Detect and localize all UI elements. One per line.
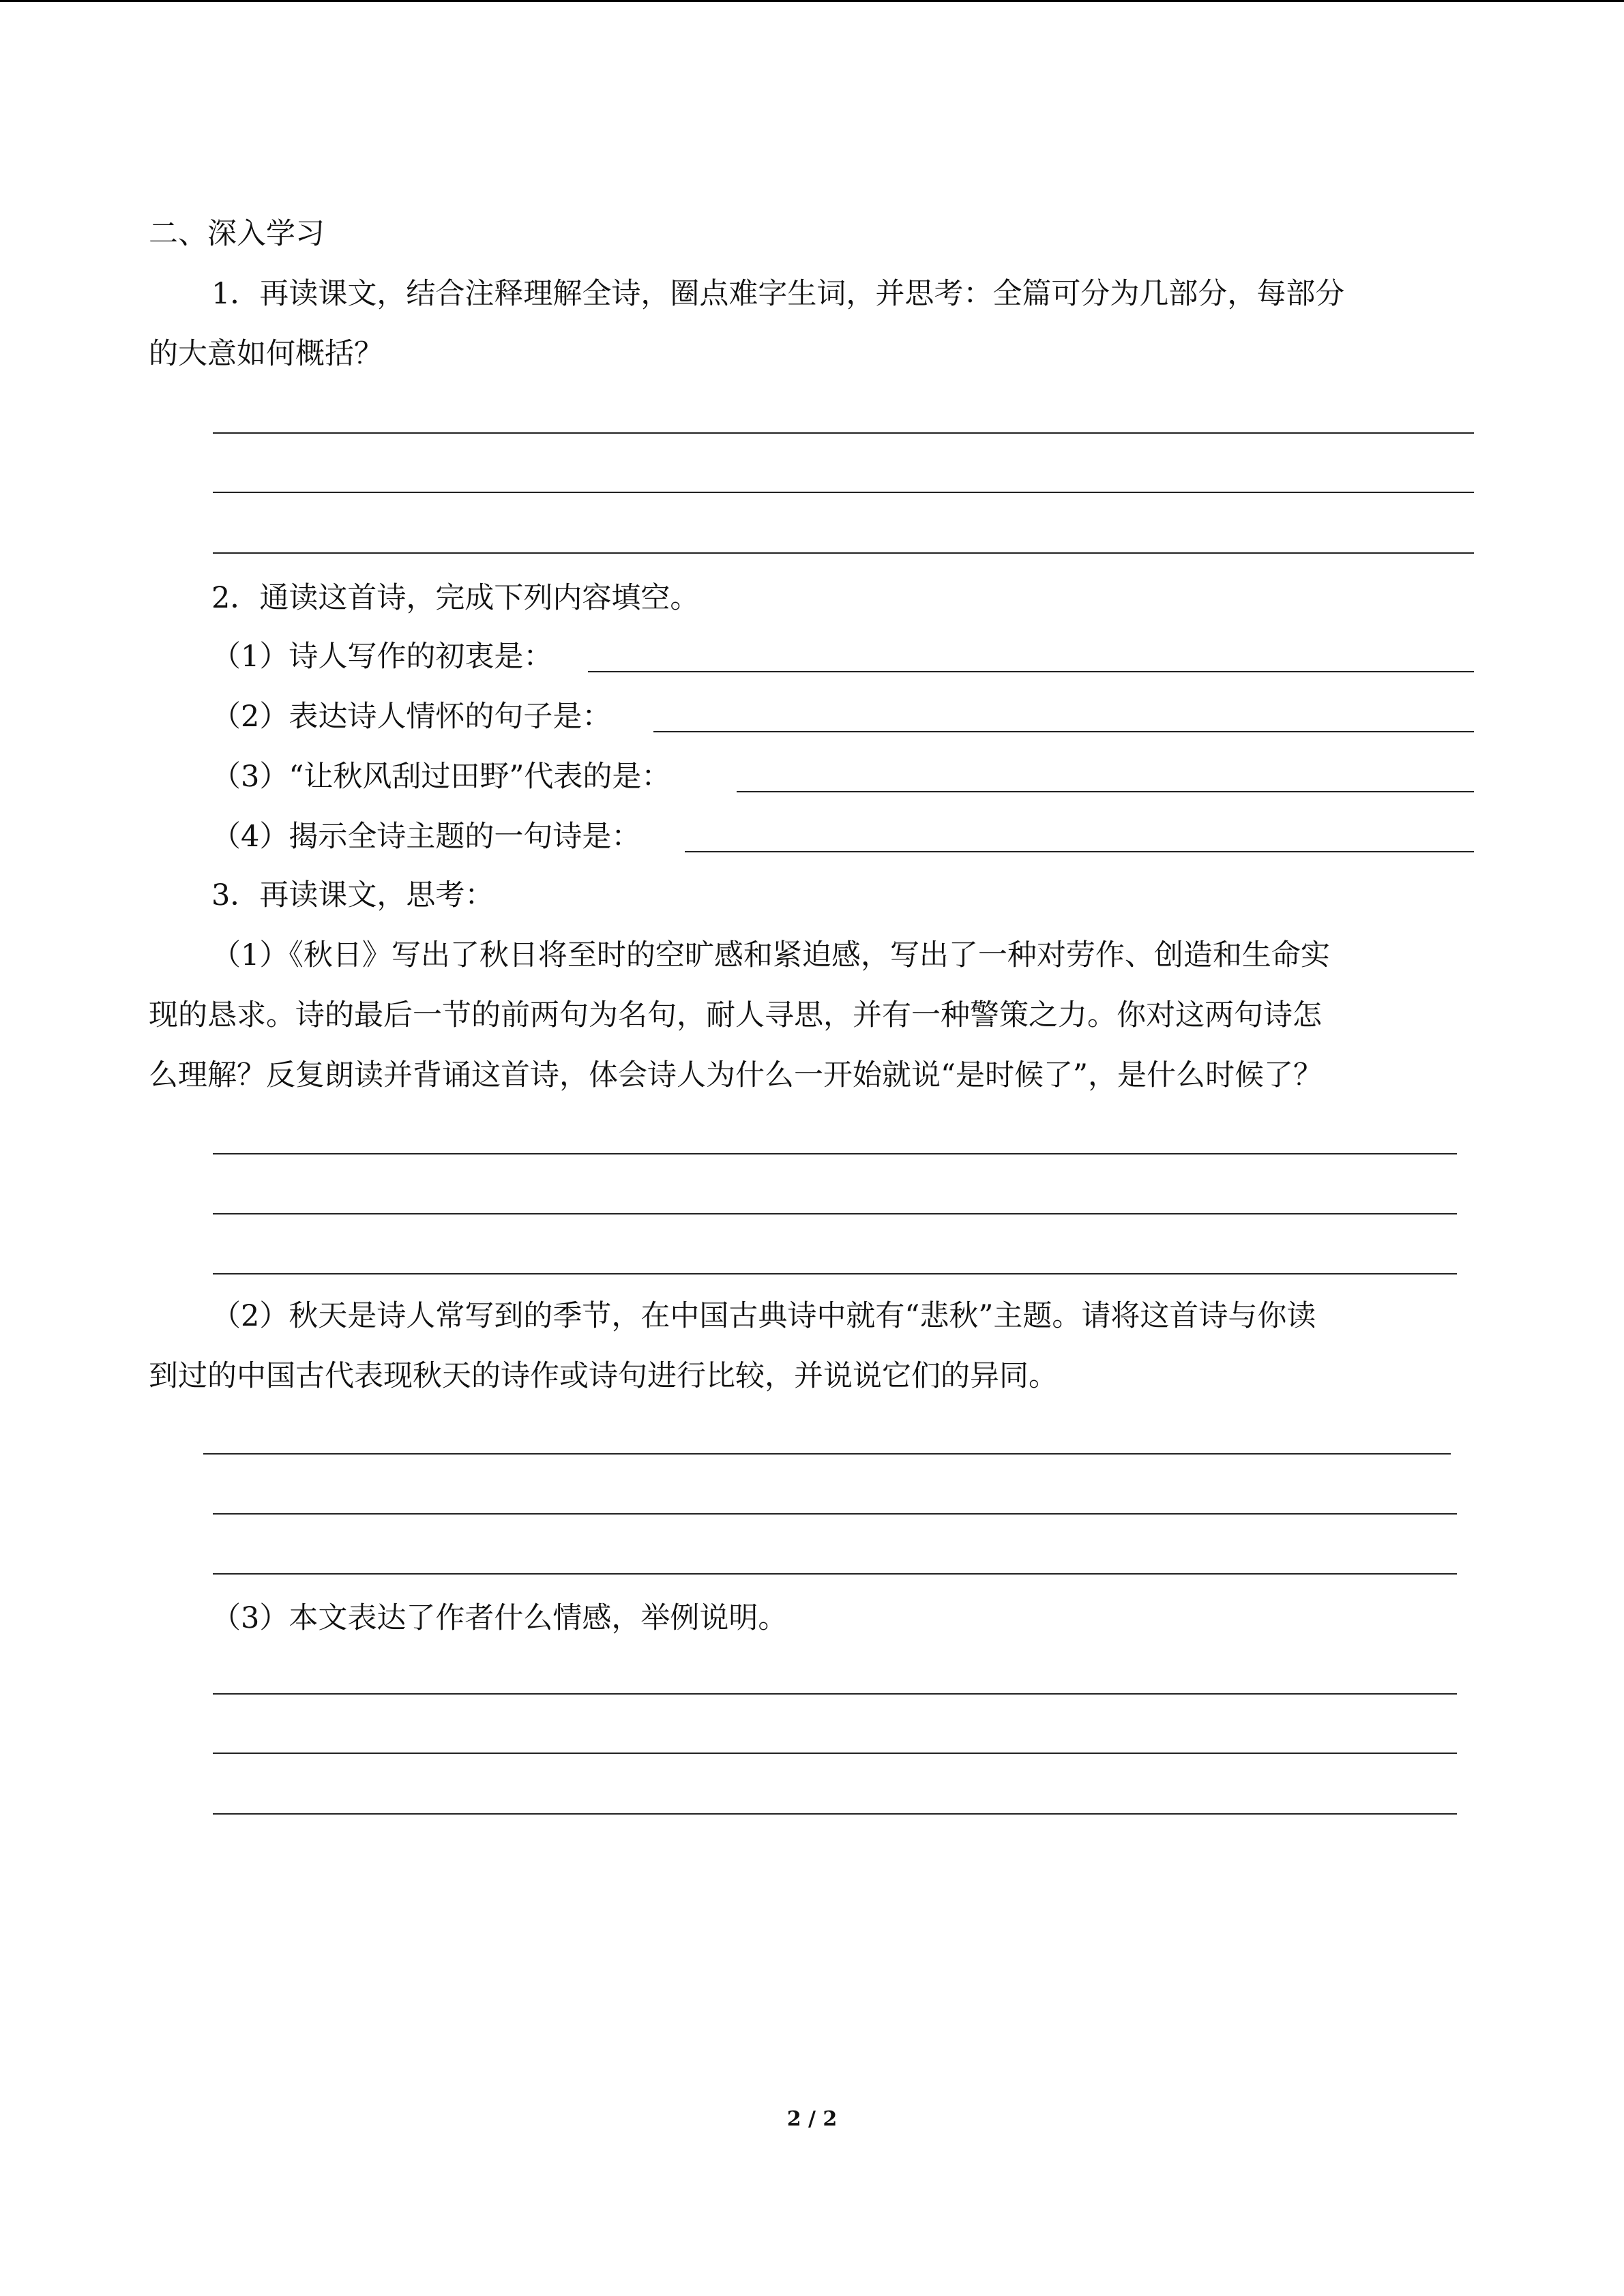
q2-item-4: （4）揭示全诗主题的一句诗是： — [211, 820, 641, 854]
q3-sub2-line1: （2）秋天是诗人常写到的季节，在中国古典诗中就有“悲秋”主题。请将这首诗与你读 — [211, 1299, 1316, 1333]
q3-sub1-line3: 么理解？反复朗读并背诵这首诗，体会诗人为什么一开始就说“是时候了”，是什么时候了？ — [149, 1058, 1323, 1092]
q2-item-3: （3）“让秋风刮过田野”代表的是： — [211, 760, 671, 794]
q2-title: 2．通读这首诗，完成下列内容填空。 — [211, 581, 700, 615]
page-top-border — [0, 0, 1624, 2]
q2-item-1: （1）诗人写作的初衷是： — [211, 640, 553, 674]
page-number: 2 / 2 — [786, 2107, 838, 2131]
q2-item-1-blank[interactable] — [588, 671, 1474, 672]
q1-answer-line[interactable] — [213, 492, 1474, 493]
q3-sub1-line2: 现的恳求。诗的最后一节的前两句为名句，耐人寻思，并有一种警策之力。你对这两句诗怎 — [149, 998, 1322, 1032]
q1-answer-line[interactable] — [213, 552, 1474, 554]
q1-answer-line[interactable] — [213, 432, 1474, 434]
q2-item-4-blank[interactable] — [685, 851, 1474, 852]
q3-sub3-answer-line[interactable] — [213, 1753, 1457, 1754]
q2-item-2-blank[interactable] — [653, 731, 1474, 732]
q3-sub1-answer-line[interactable] — [213, 1273, 1457, 1274]
q3-sub2-line2: 到过的中国古代表现秋天的诗作或诗句进行比较，并说说它们的异同。 — [149, 1359, 1058, 1393]
q3-title: 3．再读课文，思考： — [211, 878, 494, 912]
q3-sub3: （3）本文表达了作者什么情感，举例说明。 — [211, 1601, 788, 1635]
q3-sub2-answer-line[interactable] — [213, 1573, 1457, 1575]
q3-sub2-answer-line[interactable] — [203, 1453, 1451, 1455]
q1-text-line1: 1．再读课文，结合注释理解全诗，圈点难字生词，并思考：全篇可分为几部分，每部分 — [211, 277, 1345, 311]
q3-sub1-answer-line[interactable] — [213, 1213, 1457, 1214]
q3-sub2-answer-line[interactable] — [213, 1513, 1457, 1515]
q1-text-line2: 的大意如何概括？ — [149, 337, 383, 371]
section-heading: 二、深入学习 — [149, 217, 325, 251]
q3-sub1-line1: （1）《秋日》写出了秋日将至时的空旷感和紧迫感，写出了一种对劳作、创造和生命实 — [211, 938, 1330, 972]
q3-sub1-answer-line[interactable] — [213, 1153, 1457, 1154]
q3-sub3-answer-line[interactable] — [213, 1693, 1457, 1695]
q2-item-2: （2）表达诗人情怀的句子是： — [211, 700, 612, 734]
q2-item-3-blank[interactable] — [737, 791, 1474, 792]
q3-sub3-answer-line[interactable] — [213, 1813, 1457, 1815]
